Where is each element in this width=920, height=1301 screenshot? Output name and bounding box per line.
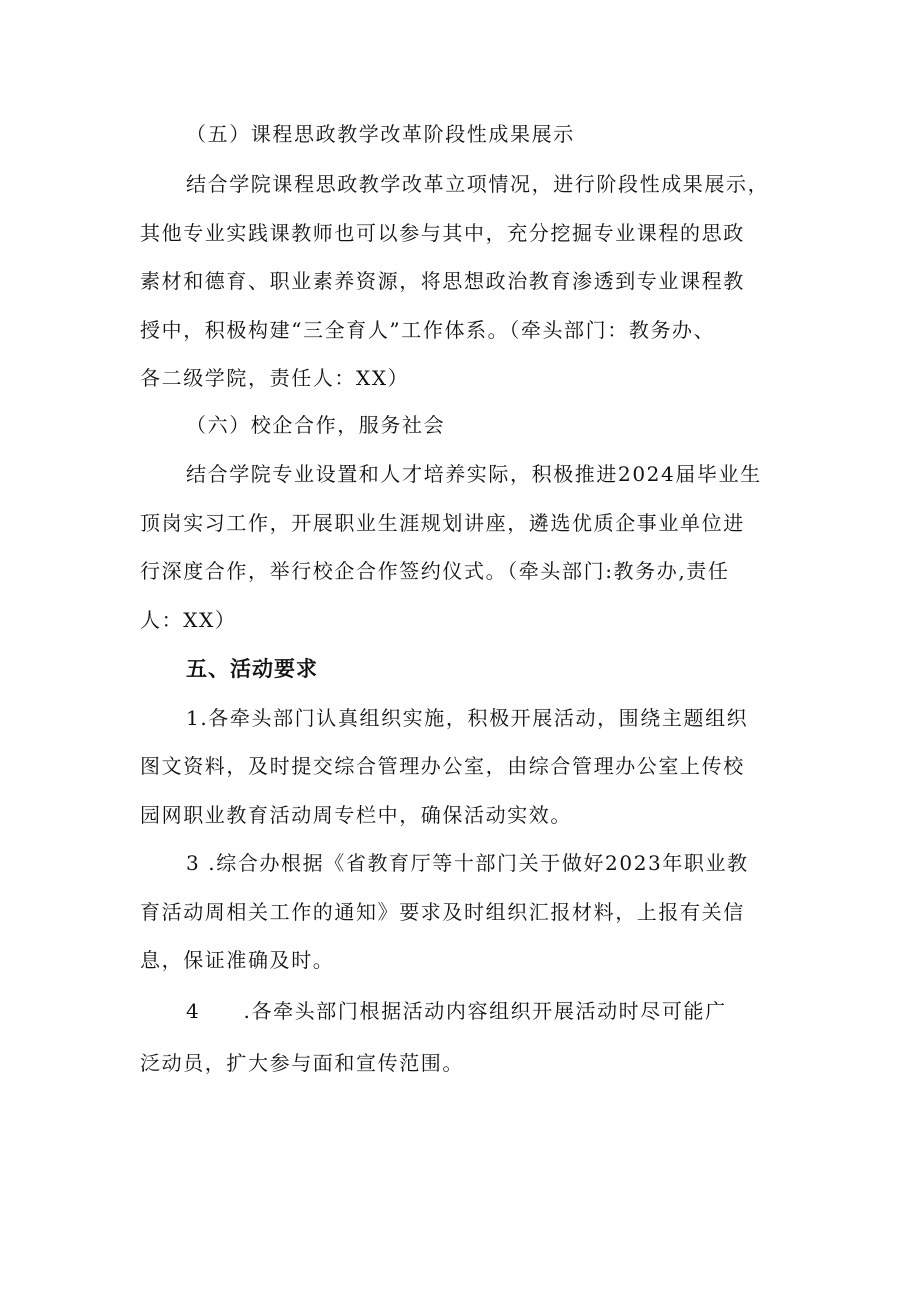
paragraph-line: 人：XX） [140,608,237,632]
requirement-item-4-cont: 泛动员，扩大参与面和宣传范围。 [140,1051,464,1075]
requirement-item-1-cont: 图文资料，及时提交综合管理办公室，由综合管理办公室上传校 [140,754,745,778]
subsection-title-five: （五）课程思政教学改革阶段性成果展示 [186,122,575,146]
section-heading-five: 五、活动要求 [186,657,318,681]
requirement-item-4: 4 .各牵头部门根据活动内容组织开展活动时尽可能广 [186,999,727,1023]
paragraph-line: 结合学院课程思政教学改革立项情况，进行阶段性成果展示， [186,172,770,196]
requirement-item-3: 3 .综合办根据《省教育厅等十部门关于做好2023年职业教 [186,851,749,875]
paragraph-line: 行深度合作，举行校企合作签约仪式。（牵头部门:教务办,责任 [140,559,730,583]
paragraph-line: 素材和德育、职业素养资源，将思想政治教育渗透到专业课程教 [140,269,745,293]
paragraph-line: 各二级学院，责任人：XX） [140,366,410,390]
requirement-item-1-cont: 园网职业教育活动周专栏中，确保活动实效。 [140,803,572,827]
paragraph-line: 其他专业实践课教师也可以参与其中，充分挖掘专业课程的思政 [140,221,745,245]
requirement-item-1: 1.各牵头部门认真组织实施，积极开展活动，围绕主题组织 [186,706,749,730]
requirement-item-3-cont: 息，保证准确及时。 [140,948,335,972]
paragraph-line: 顶岗实习工作，开展职业生涯规划讲座，遴选优质企事业单位进 [140,511,745,535]
requirement-item-3-cont: 育活动周相关工作的通知》要求及时组织汇报材料，上报有关信 [140,900,745,924]
paragraph-line: 授中，积极构建“三全育人”工作体系。（牵头部门：教务办、 [140,318,716,342]
subsection-title-six: （六）校企合作，服务社会 [186,413,446,437]
paragraph-line: 结合学院专业设置和人才培养实际，积极推进2024届毕业生 [186,462,762,486]
